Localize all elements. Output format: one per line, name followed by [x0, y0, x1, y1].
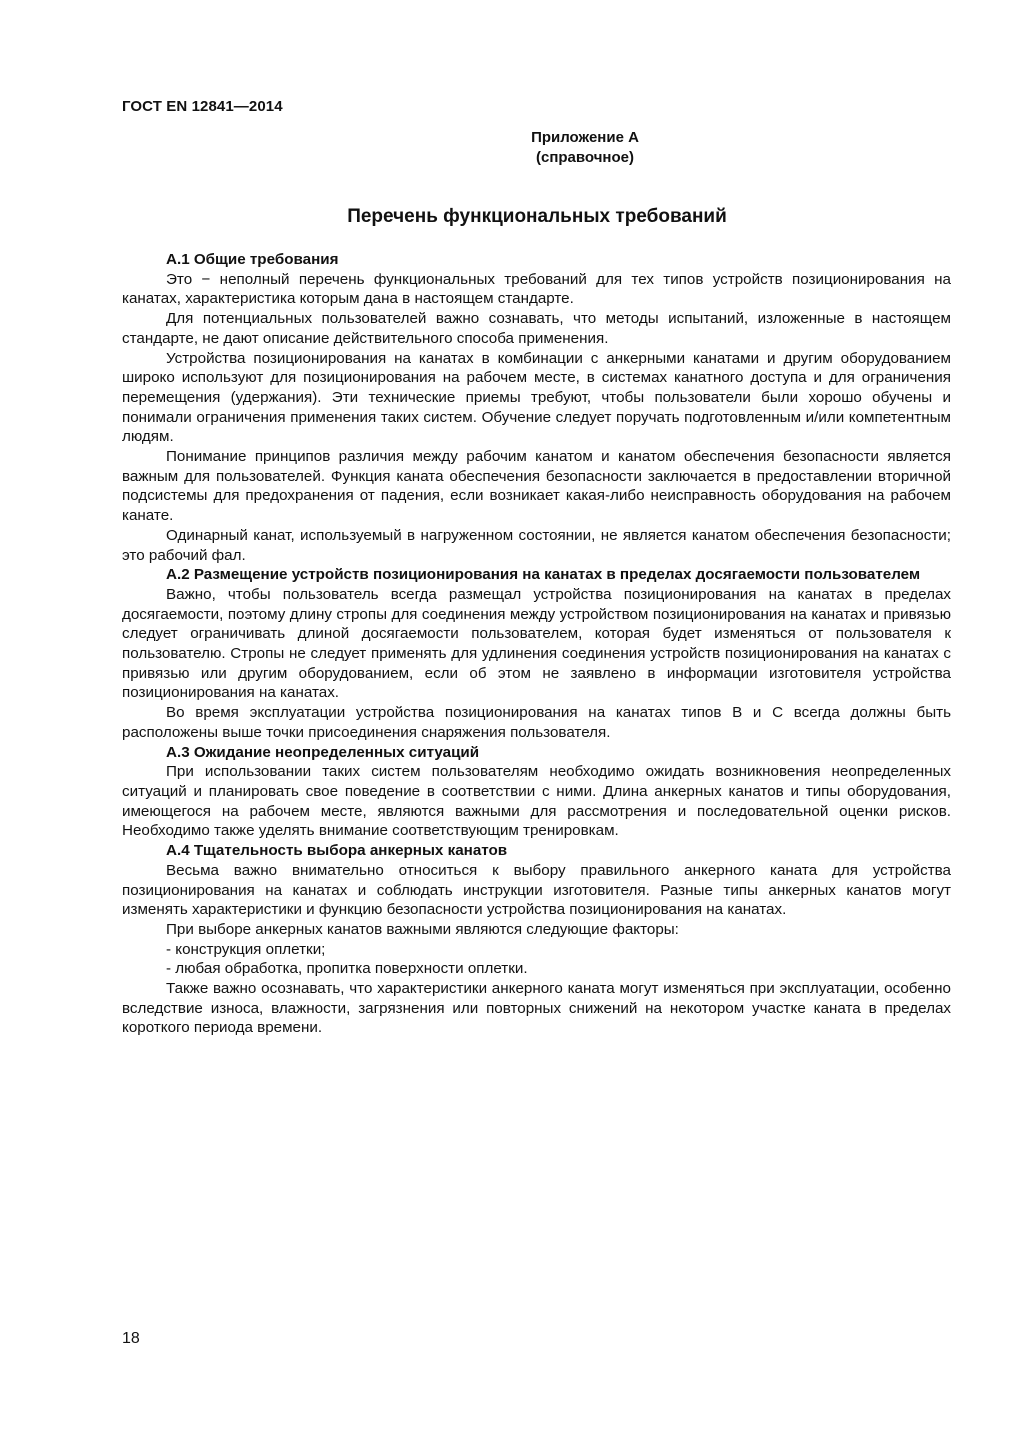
paragraph: Важно, чтобы пользователь всегда размещал устройства позиционирования на канатах в пределах досягаемости, поэтому длину стропы для соединения между устройством позиционирования на канатах и привязью следует ограничивать длиной досягаемости пользователем, которая будет изменяться от пользователя к пользователю. Стропы не следует применять для удлинения соединения устройств позиционирования на канатах с привязью или другим оборудованием, если об этом не заявлено в информации изготовителя устройства позиционирования на канатах. — [122, 585, 951, 702]
page-title: Перечень функциональных требований — [347, 206, 727, 227]
paragraph: Во время эксплуатации устройства позиционирования на канатах типов В и С всегда должны быть расположены выше точки присоединения снаряжения пользователя. — [122, 704, 951, 741]
page-number: 18 — [122, 1330, 140, 1347]
paragraph: Устройства позиционирования на канатах в комбинации с анкерными канатами и другим оборудованием широко используют для позиционирования на рабочем месте, в системах канатного доступа и для ограничения перемещения (удержания). Эти технические приемы требуют, чтобы пользователи были хорошо обучены и понимали ограничения применения таких систем. Обучение следует поручать подготовленным и/или компетентным людям. — [122, 349, 951, 446]
appendix-label — [420, 128, 750, 168]
paragraph: Весьма важно внимательно относиться к выбору правильного анкерного каната для устройства позиционирования на канатах и соблюдать инструкции изготовителя. Разные типы анкерных канатов могут изменять характеристики и функцию безопасности устройства позиционирования на канатах. — [122, 861, 951, 919]
paragraph: Это − неполный перечень функциональных требований для тех типов устройств позиционирования на канатах, характеристика которым дана в настоящем стандарте. — [122, 270, 951, 308]
paragraph: При использовании таких систем пользователям необходимо ожидать возникновения неопределенных ситуаций и планировать свое поведение в соответствии с ними. Длина анкерных канатов и типы оборудования, имеющегося на рабочем месте, являются важными для рассмотрения и последовательной оценки рисков. Необходимо также уделять внимание соответствующим тренировкам. — [122, 763, 951, 840]
section-heading-a1: А.1 Общие требования — [166, 251, 339, 268]
paragraph: Для потенциальных пользователей важно сознавать, что методы испытаний, изложенные в настоящем стандарте, не дают описание действительного способа применения. — [122, 310, 951, 347]
list-item: - конструкция оплетки; — [166, 940, 326, 958]
document-body — [122, 250, 951, 1038]
paragraph: Понимание принципов различия между рабочим канатом и канатом обеспечения безопасности является важным для пользователей. Функция каната обеспечения безопасности заключается в предоставлении вторичной подсистемы для предохранения от падения, если возникает какая-либо неисправность оборудования на рабочем канате. — [122, 448, 951, 525]
section-heading-a2: А.2 Размещение устройств позиционирования на канатах в пределах досягаемости пользователем — [166, 566, 921, 584]
appendix-line-2: (справочное) — [536, 149, 634, 166]
paragraph: Также важно осознавать, что характеристики анкерного каната могут изменяться при эксплуатации, особенно вследствие износа, влажности, загрязнения или повторных снижений на некотором участке каната в пределах короткого периода времени. — [122, 980, 951, 1037]
appendix-line-1: Приложение А — [531, 129, 639, 146]
paragraph: Одинарный канат, используемый в нагруженном состоянии, не является канатом обеспечения безопасности; это рабочий фал. — [122, 526, 951, 564]
list-item: - любая обработка, пропитка поверхности оплетки. — [166, 960, 528, 978]
paragraph: При выборе анкерных канатов важными являются следующие факторы: — [166, 920, 679, 938]
section-heading-a3: А.3 Ожидание неопределенных ситуаций — [166, 743, 480, 761]
standard-id-header: ГОСТ EN 12841—2014 — [122, 98, 283, 115]
section-heading-a4: А.4 Тщательность выбора анкерных канатов — [166, 842, 508, 860]
